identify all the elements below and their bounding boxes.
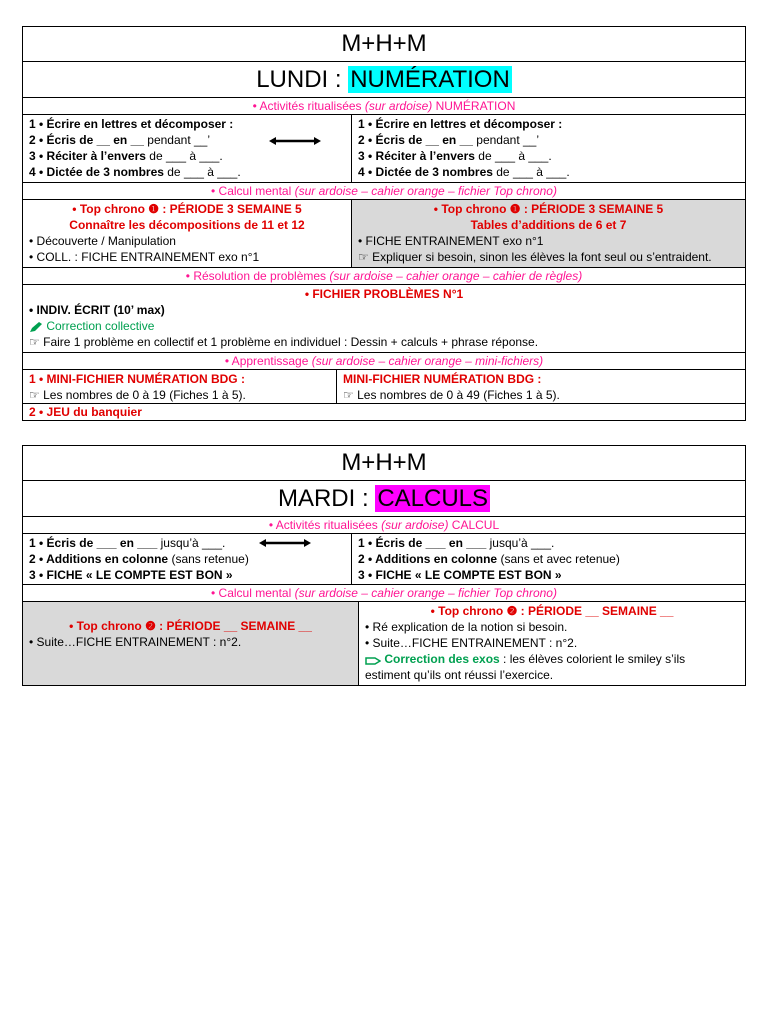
lundi-section-learning — [23, 352, 745, 369]
section-paren: (sur ardoise) — [364, 99, 433, 113]
lundi-block — [22, 26, 746, 421]
list-item: 2 • Additions en colonne (sans retenue) — [29, 552, 249, 566]
list-item: 3 • FICHE « LE COMPTE EST BON » — [358, 568, 562, 582]
topchrono-subtitle: Connaître les décompositions de 11 et 12 — [69, 218, 305, 232]
list-item: • INDIV. ÉCRIT (10’ max) — [29, 303, 165, 317]
mardi-mental-right — [359, 602, 745, 685]
lundi-problems-content — [23, 284, 745, 352]
lundi-rituals-left — [23, 115, 352, 182]
topchrono-title: • Top chrono ❷ : PÉRIODE __ SEMAINE __ — [69, 619, 312, 633]
lundi-rituals-right — [352, 115, 745, 182]
list-item: 1 • Écrire en lettres et décomposer : — [29, 117, 234, 131]
section-label: • Calcul mental — [211, 586, 295, 600]
list-item: • Suite…FICHE ENTRAINEMENT : n°2. — [365, 636, 578, 650]
section-paren: (sur ardoise – cahier orange – fichier Top chrono) — [294, 586, 557, 600]
pointing-hand-icon: ☞ — [29, 335, 40, 349]
mardi-section-rituals — [23, 516, 745, 533]
topchrono-title: • Top chrono ❶ : PÉRIODE 3 SEMAINE 5 — [433, 202, 664, 216]
lundi-learning-row — [23, 369, 745, 403]
mardi-mental-row — [23, 601, 745, 685]
list-item: 4 • Dictée de 3 nombres de ___ à ___. — [29, 165, 241, 179]
list-item: ☞ Les nombres de 0 à 19 (Fiches 1 à 5). — [29, 388, 246, 402]
problems-title: • FICHIER PROBLÈMES N°1 — [304, 287, 464, 301]
lundi-jeu-banquier: 2 • JEU du banquier — [23, 403, 745, 420]
mardi-mhm-title: M+H+M — [341, 449, 427, 476]
list-item: 2 • Additions en colonne (sans et avec retenue) — [358, 552, 620, 566]
pointing-hand-icon — [365, 654, 381, 666]
pointing-hand-icon: ☞ — [358, 250, 369, 264]
lundi-day-title — [23, 61, 745, 97]
lundi-section-mental — [23, 182, 745, 199]
section-tail: CALCUL — [448, 518, 500, 532]
mardi-rituals-right — [352, 534, 745, 584]
list-item: Correction collective — [29, 318, 739, 334]
lundi-section-rituals — [23, 97, 745, 114]
mardi-day-topic: CALCULS — [377, 485, 489, 512]
lundi-learning-right — [337, 370, 745, 403]
lundi-day-topic: NUMÉRATION — [350, 66, 510, 93]
list-item: 2 • Écris de __ en __ pendant __’ — [29, 133, 211, 147]
list-item: 1 • Écris de ___ en ___ jusqu’à ___. — [358, 536, 555, 550]
list-item: ☞ Expliquer si besoin, sinon les élèves la font seul ou s’entraident. — [358, 250, 712, 264]
list-item: 1 • Écris de ___ en ___ jusqu’à ___. — [29, 536, 226, 550]
topchrono-title: • Top chrono ❷ : PÉRIODE __ SEMAINE __ — [430, 604, 674, 618]
topchrono-title: • Top chrono ❶ : PÉRIODE 3 SEMAINE 5 — [72, 202, 302, 216]
section-label: • Apprentissage — [224, 354, 312, 368]
list-item: Correction des exos : les élèves colorient le smiley s’ils — [365, 651, 739, 667]
section-label: • Calcul mental — [211, 184, 295, 198]
mardi-day-label: MARDI : — [277, 485, 376, 512]
list-item: • Ré explication de la notion si besoin. — [365, 620, 568, 634]
section-tail: NUMÉRATION — [432, 99, 516, 113]
list-item: estiment qu’ils ont réussi l’exercice. — [365, 668, 554, 682]
list-item: 3 • Réciter à l’envers de ___ à ___. — [29, 149, 223, 163]
section-label: • Résolution de problèmes — [185, 269, 330, 283]
list-item: • Découverte / Manipulation — [29, 234, 176, 248]
double-arrow-icon — [269, 136, 321, 146]
list-item: 2 • Écris de __ en __ pendant __’ — [358, 133, 540, 147]
list-item: • FICHE ENTRAINEMENT exo n°1 — [358, 234, 544, 248]
lundi-learning-left — [23, 370, 337, 403]
lundi-section-problems — [23, 267, 745, 284]
section-paren: (sur ardoise – cahier orange – cahier de règles) — [329, 269, 583, 283]
list-item: 3 • FICHE « LE COMPTE EST BON » — [29, 568, 233, 582]
lundi-mental-right — [352, 200, 745, 267]
mardi-rituals-left — [23, 534, 352, 584]
lundi-mental-row — [23, 199, 745, 267]
section-paren: (sur ardoise – cahier orange – fichier Top chrono) — [294, 184, 557, 198]
list-item: 4 • Dictée de 3 nombres de ___ à ___. — [358, 165, 570, 179]
lundi-day-label: LUNDI : — [256, 66, 349, 93]
mardi-block — [22, 445, 746, 686]
minifichier-title: MINI-FICHIER NUMÉRATION BDG : — [343, 372, 542, 386]
mardi-day-title — [23, 480, 745, 516]
double-arrow-icon — [259, 538, 311, 548]
list-item: 1 • Écrire en lettres et décomposer : — [358, 117, 563, 131]
section-paren: (sur ardoise – cahier orange – mini-fichiers) — [311, 354, 544, 368]
list-item: • Suite…FICHE ENTRAINEMENT : n°2. — [29, 635, 242, 649]
pencil-icon — [29, 321, 43, 333]
mardi-section-mental — [23, 584, 745, 601]
list-item: ☞ Faire 1 problème en collectif et 1 problème en individuel : Dessin + calculs + phrase réponse. — [29, 335, 539, 349]
lundi-mental-left — [23, 200, 352, 267]
list-item: 3 • Réciter à l’envers de ___ à ___. — [358, 149, 552, 163]
section-label: • Activités ritualisées — [252, 99, 365, 113]
mardi-rituals-row — [23, 533, 745, 584]
lundi-rituals-row — [23, 114, 745, 182]
minifichier-title: 1 • MINI-FICHIER NUMÉRATION BDG : — [29, 372, 245, 386]
list-item: • COLL. : FICHE ENTRAINEMENT exo n°1 — [29, 250, 260, 264]
pointing-hand-icon: ☞ — [343, 388, 354, 402]
topchrono-subtitle: Tables d’additions de 6 et 7 — [470, 218, 627, 232]
lundi-mhm-title: M+H+M — [341, 30, 427, 57]
section-label: • Activités ritualisées — [268, 518, 382, 532]
pointing-hand-icon: ☞ — [29, 388, 40, 402]
section-paren: (sur ardoise) — [381, 518, 449, 532]
mardi-mental-left — [23, 602, 359, 685]
list-item: ☞ Les nombres de 0 à 49 (Fiches 1 à 5). — [343, 388, 560, 402]
